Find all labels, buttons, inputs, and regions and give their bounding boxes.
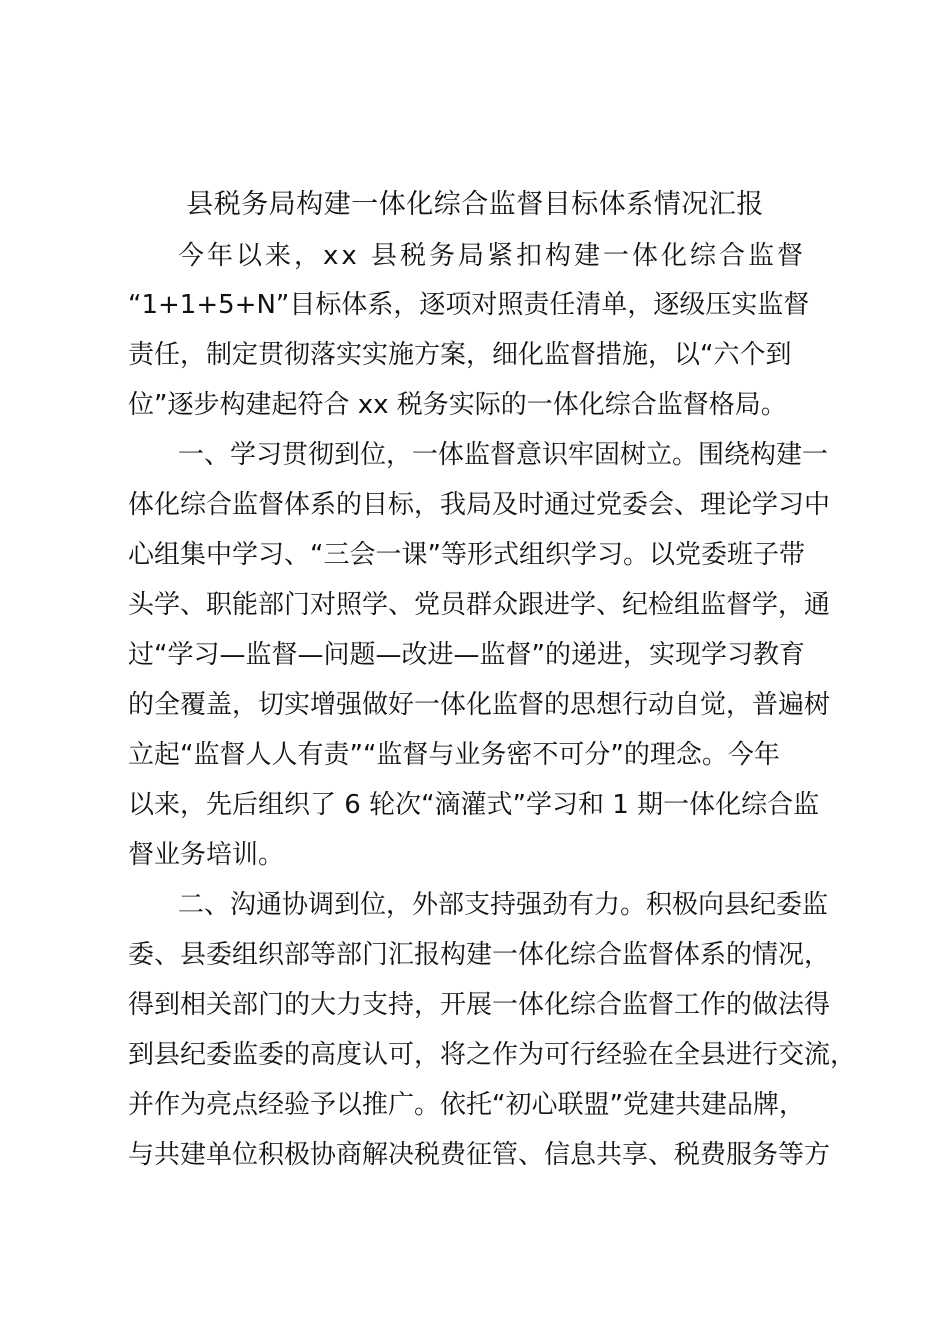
paragraph-section-two-line: 与共建单位积极协商解决税费征管、信息共享、税费服务等方 [128, 1140, 831, 1170]
document-title: 县税务局构建一体化综合监督目标体系情况汇报 [186, 189, 764, 220]
paragraph-section-two-line: 到县纪委监委的高度认可，将之作为可行经验在全县进行交流， [128, 1040, 857, 1070]
paragraph-section-one-line: 的全覆盖，切实增强做好一体化监督的思想行动自觉，普遍树 [128, 690, 831, 720]
paragraph-section-one-line: 督业务培训。 [128, 840, 285, 870]
paragraph-section-one-line: 以来，先后组织了 6 轮次“滴灌式”学习和 1 期一体化综合监 [128, 790, 820, 820]
paragraph-section-two-line: 二、沟通协调到位，外部支持强劲有力。积极向县纪委监 [178, 890, 829, 920]
paragraph-section-two-line: 并作为亮点经验予以推广。依托“初心联盟”党建共建品牌， [128, 1090, 805, 1120]
paragraph-intro-line: “1+1+5+N”目标体系，逐项对照责任清单，逐级压实监督 [128, 290, 810, 320]
paragraph-intro-line: 位”逐步构建起符合 xx 税务实际的一体化综合监督格局。 [128, 390, 787, 420]
paragraph-section-two-line: 得到相关部门的大力支持，开展一体化综合监督工作的做法得 [128, 990, 831, 1020]
paragraph-section-one-line: 头学、职能部门对照学、党员群众跟进学、纪检组监督学，通 [128, 590, 831, 620]
paragraph-section-one-line: 立起“监督人人有责”“监督与业务密不可分”的理念。今年 [128, 740, 780, 770]
paragraph-section-one-line: 心组集中学习、“三会一课”等形式组织学习。以党委班子带 [128, 540, 805, 570]
paragraph-intro-line: 责任，制定贯彻落实实施方案，细化监督措施，以“六个到 [128, 340, 792, 370]
paragraph-intro-line: 今年以来，xx 县税务局紧扣构建一体化综合监督 [178, 241, 807, 271]
paragraph-section-one-line: 过“学习—监督—问题—改进—监督”的递进，实现学习教育 [128, 640, 805, 670]
paragraph-section-one-line: 一、学习贯彻到位，一体监督意识牢固树立。围绕构建一 [178, 440, 829, 470]
paragraph-section-one-line: 体化综合监督体系的目标，我局及时通过党委会、理论学习中 [128, 490, 831, 520]
paragraph-section-two-line: 委、县委组织部等部门汇报构建一体化综合监督体系的情况， [128, 940, 831, 970]
